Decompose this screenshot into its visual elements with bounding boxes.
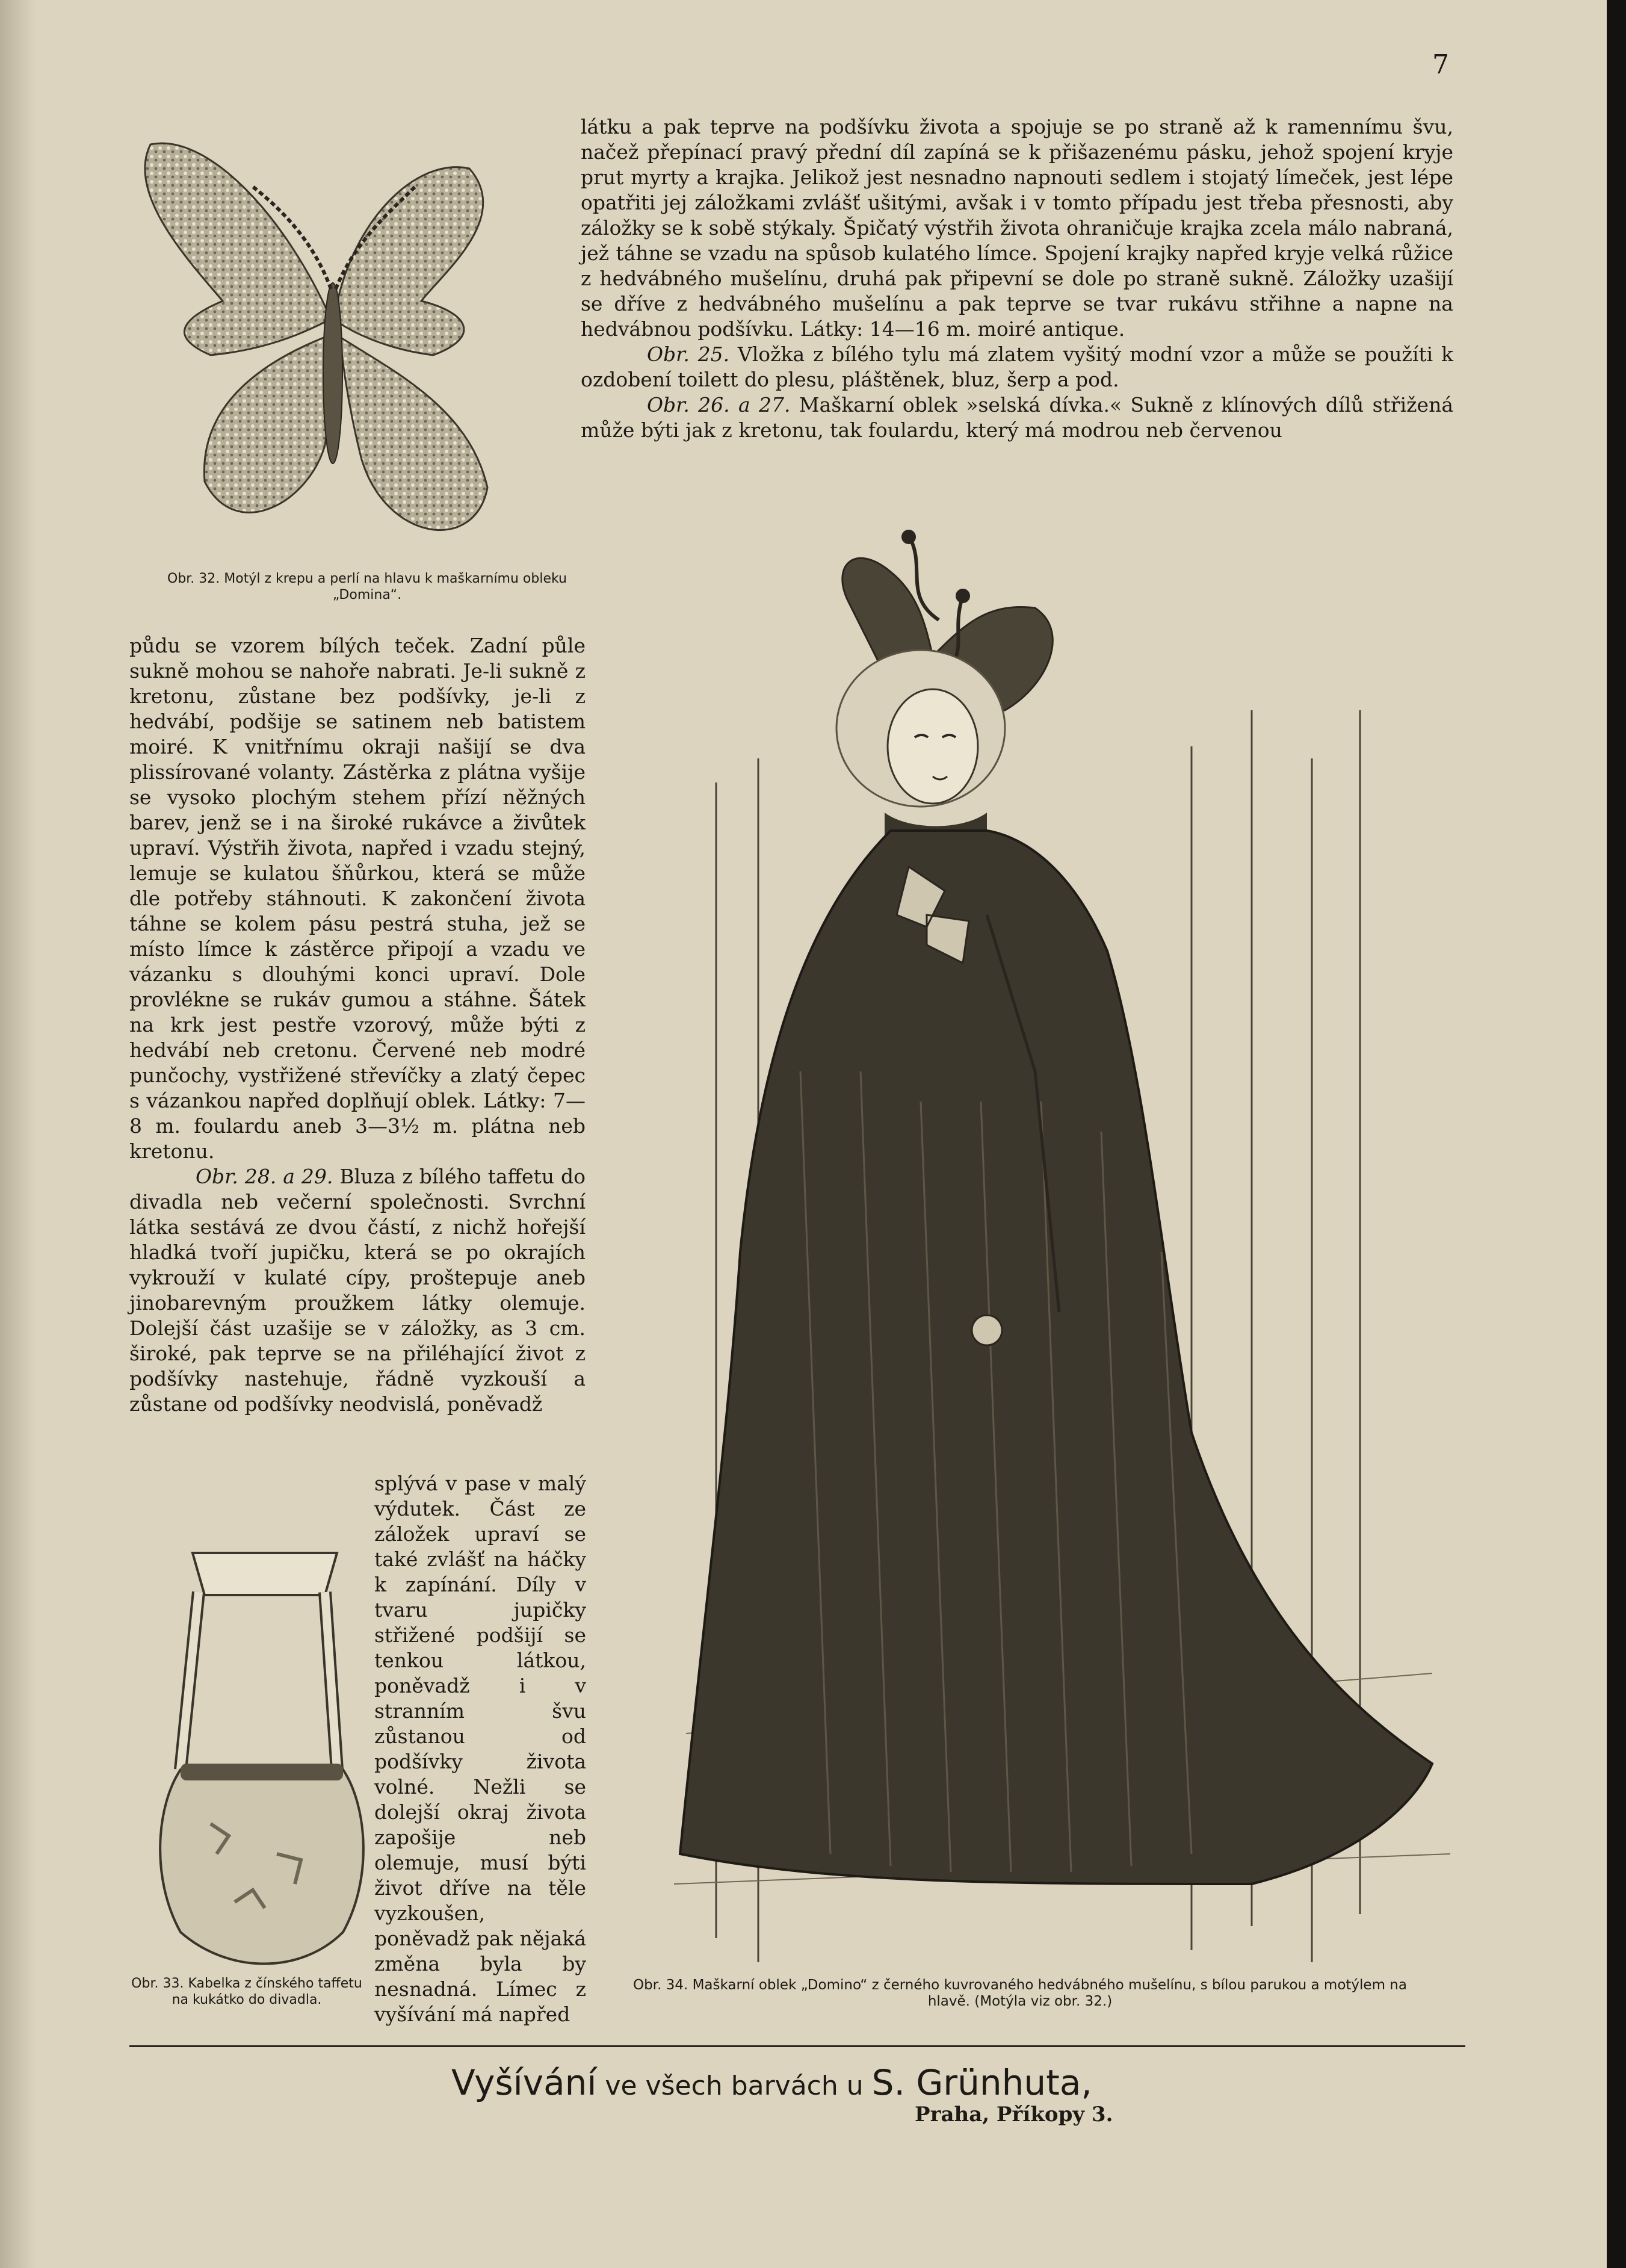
- article-text-top-right: [581, 114, 1453, 443]
- text-block: půdu se vzorem bílých teček. Zadní půle sukně mohou se nahoře nabrati. Je-li sukně z kretonu, zůstane bez podšívky, je-li z hedvábí, podšije se satinem neb batistem moiré. K vnitřnímu okraji našijí se dva plissírované volanty. Zástěrka z plátna vyšije se vysoko plochým stehem přízí něžných barev, jenž se i na široké rukávce a živůtek upraví. Výstřih života, napřed i vzadu stejný, lemuje se kulatou šňůrkou, která se může dle potřeby stáhnouti. K zakončení života táhne se kolem pásu pestrá stuha, jež se místo límce k zástěrce připojí a vzadu ve vázanku s dlouhými konci upraví. Dole provlékne se rukáv gumou a stáhne. Šátek na krk jest pestře vzorový, může býti z hedvábí neb cretonu. Červené neb modré punčochy, vystřižené střevíčky a zlatý čepec s vázankou napřed doplňují oblek. Látky: 7—8 m. foulardu aneb 3—3½ m. plátna neb kretonu.: [129, 634, 586, 1163]
- ad-word-grunhut: S. Grünhuta,: [871, 2062, 1092, 2103]
- figure-caption-32: Obr. 32. Motýl z krepu a perlí na hlavu k maškarnímu obleku „Domina“.: [167, 571, 567, 603]
- text-block: Vložka z bílého tylu má zlatem vyšitý modní vzor a může se použíti k ozdobení toilett do plesu, pláštěnek, bluz, šerp a pod.: [581, 342, 1454, 391]
- figure-ref-25: Obr. 25.: [647, 342, 730, 366]
- page-edge: [1607, 0, 1626, 2268]
- figure-caption-33: Obr. 33. Kabelka z čínského taffetu na kukátko do divadla.: [131, 1976, 362, 2007]
- divider-rule: [129, 2045, 1465, 2047]
- text-block: Maškarní oblek »selská dívka.« Sukně z klínových dílů střižená může býti jak z kretonu, tak foulardu, který má modrou neb červenou: [581, 393, 1453, 442]
- page-number: 7: [1432, 49, 1449, 80]
- text-block: látku a pak teprve na podšívku života a spojuje se po straně až k ramennímu švu, načež přepínací pravý přední díl zapíná se k přišazenému pásku, jehož spojení kryje prut myrty a krajka. Jelikož jest nesnadno napnouti sedlem i stojatý límeček, jest lépe opatřiti jej záložkami zvlášť ušitými, avšak i v tomto případu jest třeba přesnosti, aby záložky se k sobě stýkaly. Špičatý výstřih života ohraničuje krajka zcela málo nabraná, jež táhne se vzadu na spůsob kulatého límce. Spojení krajky napřed kryje velká růžice z hedvábného mušelínu, druhá pak připevní se dole po straně sukně. Záložky uzašijí se dříve z hedvábného mušelínu a pak teprve se tvar rukávu střihne a napne na hedvábnou podšívku. Látky: 14—16 m. moiré antique.: [581, 115, 1453, 341]
- text-block: splývá v pase v malý výdutek. Část ze záložek upraví se také zvlášť na háčky k zapínání. Díly v tvaru jupičky střižené podšijí se tenkou látkou, poněvadž i v stranním švu zůstanou od podšívky života volné. Nežli se dolejší okraj života zapošije neb olemuje, musí býti život dříve na těle vyzkoušen, poněvadž pak nějaká změna byla by nesnadná. Límec z vyšívání má napřed: [374, 1472, 586, 2026]
- article-text-left: [129, 633, 586, 1417]
- ad-word-vysivani: Vyšívání: [451, 2062, 597, 2103]
- figure-ref-28-29: Obr. 28. a 29.: [196, 1165, 333, 1188]
- opera-bag-illustration: [144, 1541, 379, 1974]
- ad-word-middle: ve všech barvách u: [596, 2071, 872, 2101]
- advertisement-headline: [451, 2062, 1092, 2107]
- domino-costume-illustration: [650, 530, 1456, 1974]
- butterfly-illustration: [132, 120, 566, 560]
- article-text-narrow: [374, 1471, 586, 2027]
- advertisement-address: Praha, Příkopy 3.: [915, 2102, 1113, 2127]
- figure-caption-34: Obr. 34. Maškarní oblek „Domino“ z černého kuvrovaného hedvábného mušelínu, s bílou parukou a motýlem na hlavě. (Motýla viz obr. 32.): [633, 1977, 1407, 2009]
- text-block: Bluza z bílého taffetu do divadla neb večerní společnosti. Svrchní látka sestává ze dvou částí, z nichž hořejší hladká tvoří jupičku, která se po okrajích vykrouží v kulaté cípy, proštepuje aneb jinobarevným proužkem látky olemuje. Dolejší část uzašije se v záložky, as 3 cm. široké, pak teprve se na přiléhající život z podšívky nastehuje, řádně vyzkouší a zůstane od podšívky neodvislá, poněvadž: [129, 1165, 586, 1416]
- figure-ref-26-27: Obr. 26. a 27.: [647, 393, 791, 417]
